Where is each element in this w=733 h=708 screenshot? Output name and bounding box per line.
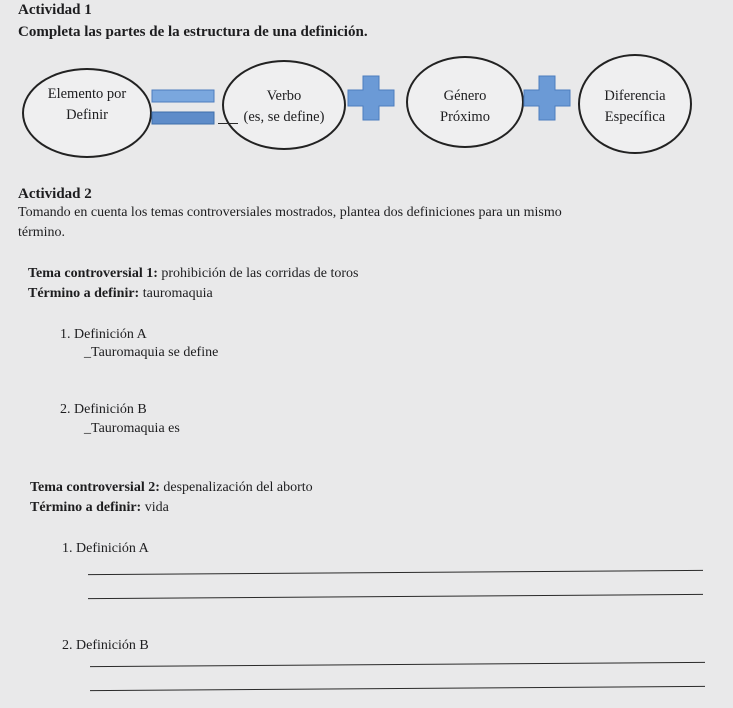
tema2-term: [30, 500, 169, 516]
tema2-def-a-answer-line-2[interactable]: [88, 594, 703, 599]
tema1-term: [28, 286, 213, 302]
tema1-term-value: tauromaquia: [139, 286, 213, 301]
circle2-line1: Verbo: [266, 88, 302, 104]
tema2-def-b-answer-line-2[interactable]: [90, 686, 705, 691]
tema2-def-b-answer-line-1[interactable]: [90, 662, 705, 667]
tema2-label: Tema controversial 2:: [30, 480, 160, 495]
circle4-line1: Diferencia: [604, 88, 666, 104]
circle-verbo: [222, 60, 346, 150]
tema1-heading: [28, 266, 359, 282]
tema2-value: despenalización del aborto: [159, 480, 313, 495]
circle4-line2: Específica: [604, 109, 666, 125]
tema1-value: prohibición de las corridas de toros: [157, 266, 359, 281]
plus-icon-2: [522, 74, 572, 122]
actividad2-instruction-line1: Tomando en cuenta los temas controversiales mostrados, plantea dos definiciones para un mismo: [18, 205, 562, 220]
circle-genero-proximo: [406, 56, 524, 148]
actividad2-instruction-line2: término.: [18, 225, 66, 240]
tema1-term-label: Término a definir:: [28, 286, 140, 301]
tema1-def-b-label: 2. Definición B: [60, 402, 147, 417]
circle-elemento-por-definir: [22, 68, 152, 158]
circle3-line2: Próximo: [440, 109, 490, 125]
actividad2-title: Actividad 2: [18, 186, 92, 202]
tema1-label: Tema controversial 1:: [28, 266, 158, 281]
tema1-def-b-text: _Tauromaquia es: [84, 421, 180, 436]
circle1-line2: Definir: [66, 107, 108, 123]
actividad1-instruction: Completa las partes de la estructura de una definición.: [18, 24, 368, 40]
circle1-line1: Elemento por: [47, 86, 127, 102]
equals-icon: [150, 86, 220, 130]
tema2-def-b-label: 2. Definición B: [62, 638, 149, 653]
tema2-term-label: Término a definir:: [30, 500, 142, 515]
tema2-heading: [30, 480, 313, 496]
tema1-def-a-label: 1. Definición A: [60, 327, 147, 342]
plus-icon: [346, 74, 396, 122]
circle-diferencia-especifica: [578, 54, 692, 154]
tema2-def-a-label: 1. Definición A: [62, 541, 149, 556]
circle3-line1: Género: [443, 88, 487, 104]
tema2-term-value: vida: [141, 500, 169, 515]
tema2-def-a-answer-line-1[interactable]: [88, 570, 703, 575]
actividad1-title: Actividad 1: [18, 2, 92, 18]
circle2-line2: (es, se define): [243, 109, 325, 125]
verbo-underline: [218, 123, 238, 124]
tema1-def-a-text: _Tauromaquia se define: [84, 345, 219, 360]
